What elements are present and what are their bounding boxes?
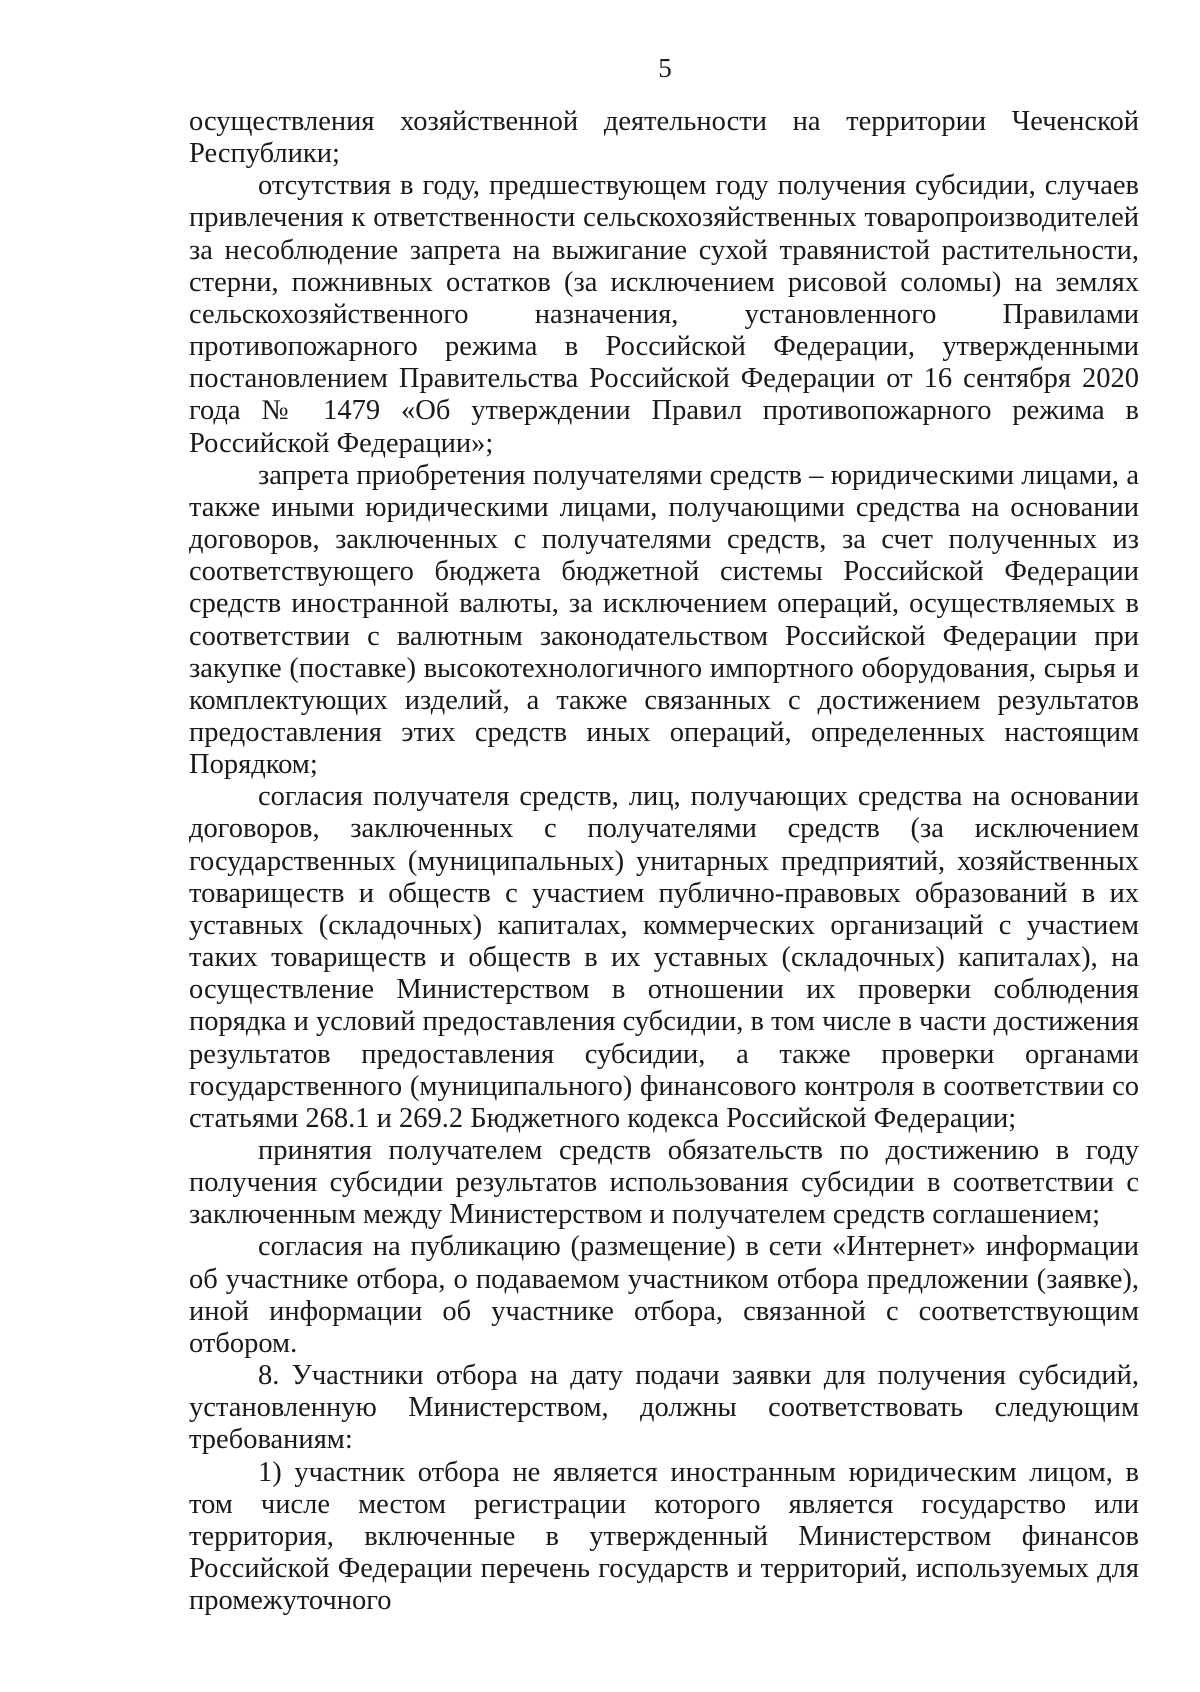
document-body	[189, 106, 1139, 1617]
paragraph-inspection-consent: согласия получателя средств, лиц, получающих средства на основании договоров, заключенных с получателями средств (за исключением государственных (муниципальных) унитарных предприятий, хозяйственных товариществ и обществ с участием публично-правовых образований в их уставных (складочных) капиталах, коммерческих организаций с участием таких товариществ и обществ в их уставных (складочных) капиталах), на осуществление Министерством в отношении их проверки соблюдения порядка и условий предоставления субсидии, в том числе в части достижения результатов предоставления субсидии, а также проверки органами государственного (муниципального) финансового контроля в соответствии со статьями 268.1 и 269.2 Бюджетного кодекса Российской Федерации;	[189, 781, 1139, 1134]
paragraph-obligations: принятия получателем средств обязательств по достижению в году получения субсидии результатов использования субсидии в соответствии с заключенным между Министерством и получателем средств соглашением;	[189, 1135, 1139, 1231]
paragraph-publication-consent: согласия на публикацию (размещение) в сети «Интернет» информации об участнике отбора, о подаваемом участником отбора предложении (заявке), иной информации об участнике отбора, связанной с соответствующим отбором.	[189, 1231, 1139, 1359]
page-number: 5	[658, 53, 672, 83]
paragraph-currency-ban: запрета приобретения получателями средств – юридическими лицами, а также иными юридическими лицами, получающими средства на основании договоров, заключенных с получателями средств, за счет полученных из соответствующего бюджета бюджетной системы Российской Федерации средств иностранной валюты, за исключением операций, осуществляемых в соответствии с валютным законодательством Российской Федерации при закупке (поставке) высокотехнологичного импортного оборудования, сырья и комплектующих изделий, а также связанных с достижением результатов предоставления этих средств иных операций, определенных настоящим Порядком;	[189, 459, 1139, 781]
paragraph-continuation: осуществления хозяйственной деятельности на территории Чеченской Республики;	[189, 106, 1139, 170]
paragraph-item-1: 1) участник отбора не является иностранным юридическим лицом, в том числе местом регистрации которого является государство или территория, включенные в утвержденный Министерством финансов Российской Федерации перечень государств и территорий, используемых для промежуточного	[189, 1456, 1139, 1617]
paragraph-fire-ban: отсутствия в году, предшествующем году получения субсидии, случаев привлечения к ответственности сельскохозяйственных товаропроизводителей за несоблюдение запрета на выжигание сухой травянистой растительности, стерни, пожнивных остатков (за исключением рисовой соломы) на землях сельскохозяйственного назначения, установленного Правилами противопожарного режима в Российской Федерации, утвержденными постановлением Правительства Российской Федерации от 16 сентября 2020 года № 1479 «Об утверждении Правил противопожарного режима в Российской Федерации»;	[189, 170, 1139, 459]
paragraph-section-8: 8. Участники отбора на дату подачи заявки для получения субсидий, установленную Министерством, должны соответствовать следующим требованиям:	[189, 1360, 1139, 1456]
